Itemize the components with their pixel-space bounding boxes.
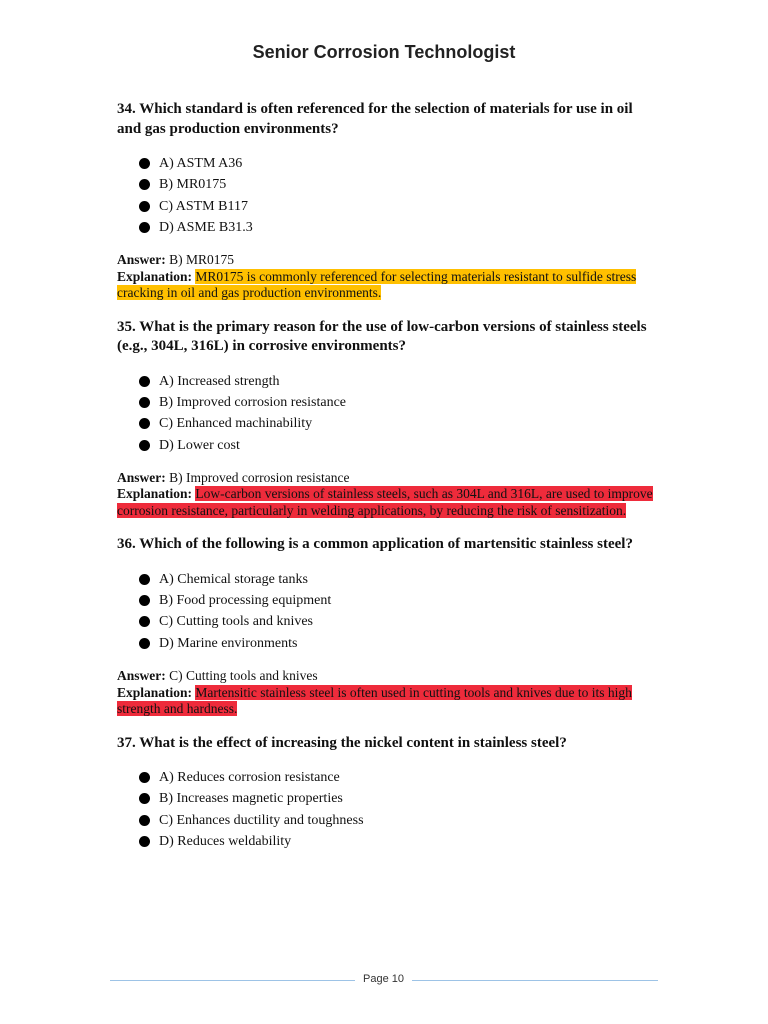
bullet-icon bbox=[139, 179, 150, 190]
answer-label: Answer: bbox=[117, 469, 166, 485]
option-item bbox=[117, 569, 657, 590]
answer-line bbox=[117, 470, 657, 487]
option-label: A) Increased strength bbox=[159, 373, 280, 389]
answer-label: Answer: bbox=[117, 668, 166, 684]
question-text: 36. Which of the following is a common application of martensitic stainless steel? bbox=[117, 536, 633, 553]
question-text: 34. Which standard is often referenced for the selection of materials for use in oil and gas production environments? bbox=[117, 101, 633, 137]
option-item bbox=[117, 611, 657, 632]
bullet-icon bbox=[139, 815, 150, 826]
footer-divider-left bbox=[110, 980, 355, 981]
option-item bbox=[117, 633, 657, 654]
bullet-icon bbox=[139, 616, 150, 627]
question-text: 35. What is the primary reason for the use of low-carbon versions of stainless steels (e.g., 304L, 316L) in corrosive environments? bbox=[117, 318, 647, 355]
option-item bbox=[117, 217, 657, 238]
bullet-icon bbox=[139, 595, 150, 606]
answer-line bbox=[117, 668, 657, 685]
option-label: C) Cutting tools and knives bbox=[159, 614, 313, 630]
option-item bbox=[117, 831, 657, 852]
option-label: B) Increases magnetic properties bbox=[159, 791, 343, 807]
question-block-37 bbox=[117, 734, 657, 853]
bullet-icon bbox=[139, 397, 150, 408]
answer-value: B) Improved corrosion resistance bbox=[169, 469, 350, 485]
option-list bbox=[117, 569, 657, 654]
question-block-36 bbox=[117, 535, 657, 717]
option-label: A) Reduces corrosion resistance bbox=[159, 770, 340, 786]
option-list bbox=[117, 371, 657, 456]
option-item bbox=[117, 153, 657, 174]
question-block-35 bbox=[117, 318, 657, 520]
explanation-label: Explanation: bbox=[117, 268, 193, 284]
option-item bbox=[117, 590, 657, 611]
option-label: D) Reduces weldability bbox=[159, 833, 292, 849]
bullet-icon bbox=[139, 574, 150, 585]
option-item bbox=[117, 810, 657, 831]
option-label: C) ASTM B117 bbox=[159, 198, 248, 214]
explanation-text: MR0175 is commonly referenced for selecting materials resistant to sulfide stress cracking in oil and gas production environments. bbox=[117, 268, 637, 301]
explanation-label: Explanation: bbox=[117, 486, 193, 502]
option-label: D) ASME B31.3 bbox=[159, 219, 253, 235]
explanation-text: Martensitic stainless steel is often used in cutting tools and knives due to its high strength and hardness. bbox=[117, 684, 632, 717]
explanation-text: Low-carbon versions of stainless steels, such as 304L and 316L, are used to improve corrosion resistance, particularly in welding applications, by reducing the risk of sensitization. bbox=[117, 486, 653, 518]
option-label: C) Enhanced machinability bbox=[159, 416, 313, 432]
page-number: Page 10 bbox=[363, 973, 404, 985]
option-label: A) Chemical storage tanks bbox=[159, 571, 308, 587]
bullet-icon bbox=[139, 793, 150, 804]
answer-section bbox=[117, 470, 657, 520]
explanation-line bbox=[117, 269, 657, 302]
explanation-line bbox=[117, 685, 657, 718]
question-block-34 bbox=[117, 100, 657, 302]
option-label: D) Lower cost bbox=[159, 437, 240, 453]
option-item bbox=[117, 435, 657, 456]
answer-section bbox=[117, 252, 657, 302]
option-item bbox=[117, 767, 657, 788]
answer-section bbox=[117, 668, 657, 718]
bullet-icon bbox=[139, 772, 150, 783]
answer-value: B) MR0175 bbox=[169, 252, 235, 268]
option-list bbox=[117, 767, 657, 852]
option-label: B) Improved corrosion resistance bbox=[159, 394, 346, 410]
explanation-label: Explanation: bbox=[117, 684, 193, 700]
option-item bbox=[117, 788, 657, 809]
option-label: C) Enhances ductility and toughness bbox=[159, 812, 364, 828]
option-item bbox=[117, 174, 657, 195]
option-label: B) Food processing equipment bbox=[159, 593, 332, 609]
bullet-icon bbox=[139, 440, 150, 451]
option-label: A) ASTM A36 bbox=[159, 156, 243, 171]
bullet-icon bbox=[139, 158, 150, 169]
option-item bbox=[117, 371, 657, 392]
option-list bbox=[117, 153, 657, 238]
bullet-icon bbox=[139, 201, 150, 212]
question-list bbox=[117, 100, 657, 868]
answer-value: C) Cutting tools and knives bbox=[169, 668, 318, 684]
option-label: D) Marine environments bbox=[159, 635, 298, 651]
option-item bbox=[117, 196, 657, 217]
bullet-icon bbox=[139, 638, 150, 649]
bullet-icon bbox=[139, 418, 150, 429]
answer-label: Answer: bbox=[117, 252, 166, 268]
answer-line bbox=[117, 252, 657, 269]
footer-divider-right bbox=[412, 980, 658, 981]
option-item bbox=[117, 413, 657, 434]
bullet-icon bbox=[139, 222, 150, 233]
explanation-line bbox=[117, 486, 657, 519]
option-label: B) MR0175 bbox=[159, 177, 227, 193]
bullet-icon bbox=[139, 836, 150, 847]
document-title: Senior Corrosion Technologist bbox=[252, 42, 516, 62]
option-item bbox=[117, 392, 657, 413]
bullet-icon bbox=[139, 376, 150, 387]
question-text: 37. What is the effect of increasing the nickel content in stainless steel? bbox=[117, 734, 567, 751]
